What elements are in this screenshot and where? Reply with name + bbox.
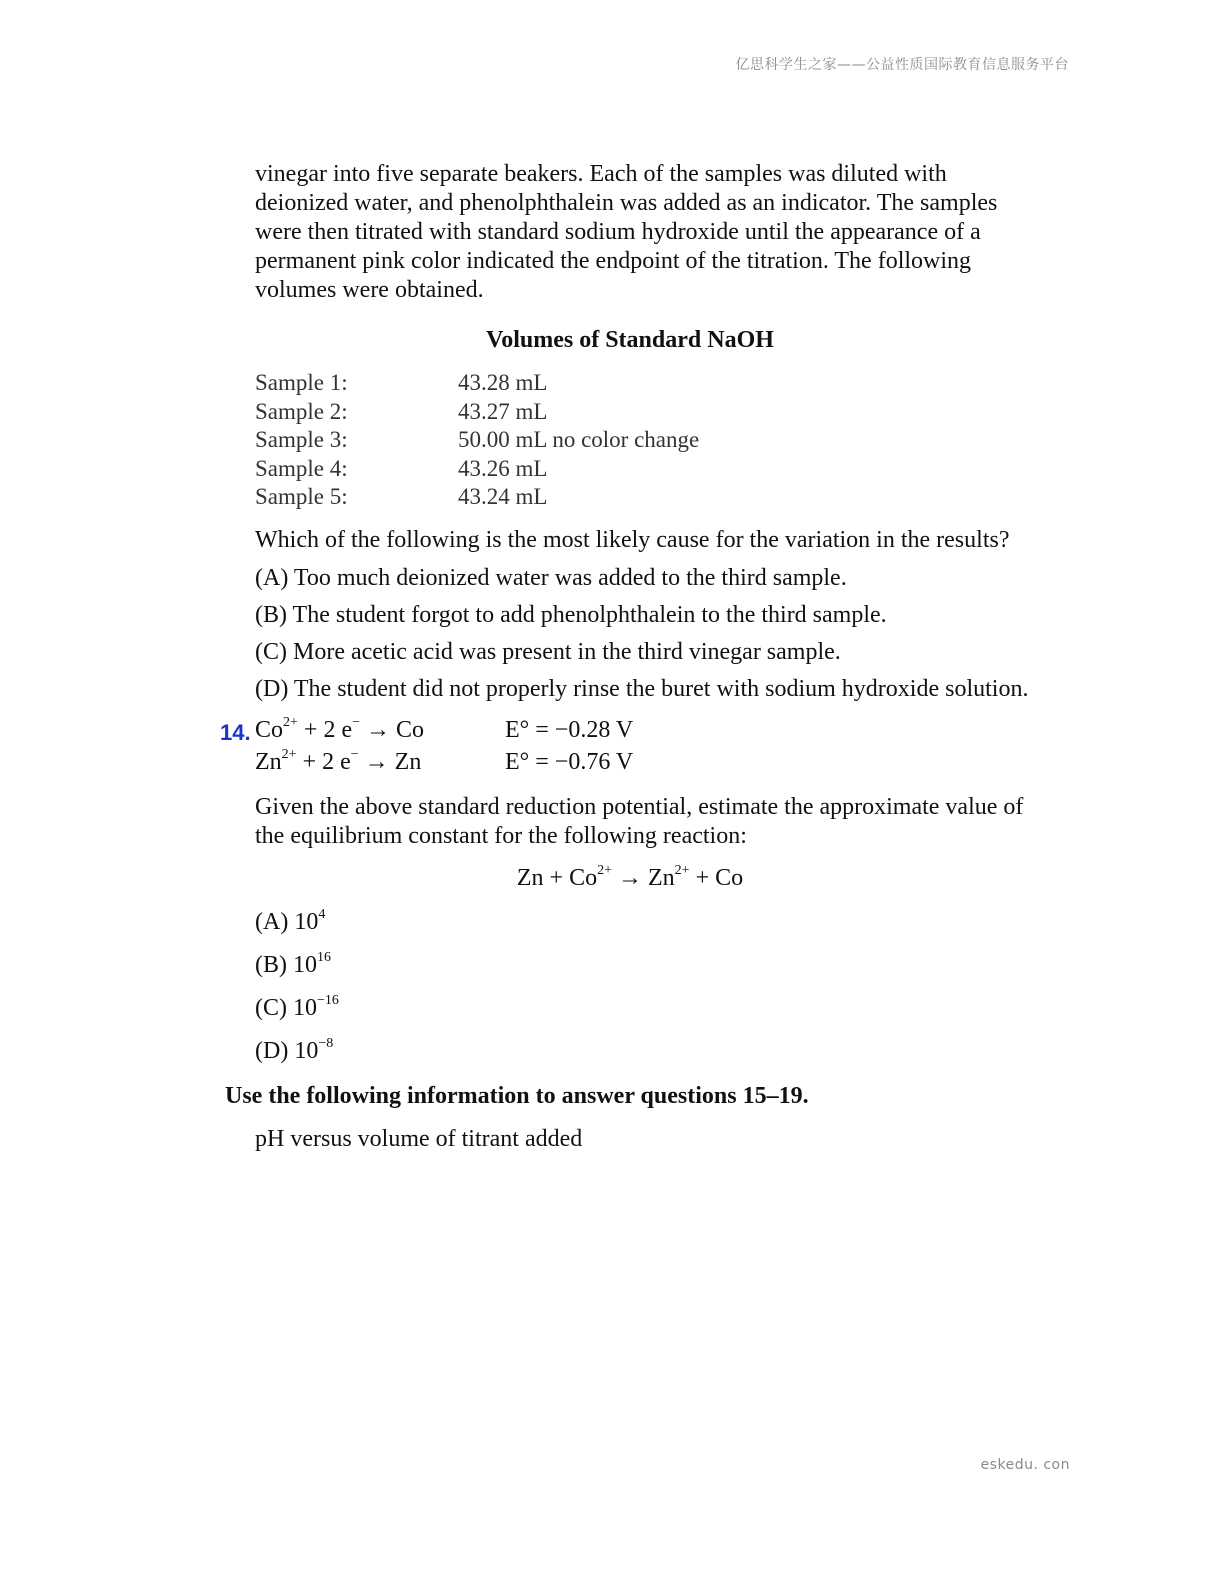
sample-label: Sample 5: [255,484,348,509]
table-row [255,369,1045,398]
half-reaction: $Zn^{2+} + 2$ e− → Zn [255,746,422,775]
option-d: (D) The student did not properly rinse the buret with sodium hydroxide solution. [255,675,1029,702]
sample-label: Sample 1: [255,370,348,395]
option-a: (A) $10^4$ [255,906,326,935]
section-instruction: Use the following information to answer questions 15–19. [225,1082,809,1109]
reduction-potential: E° = −0.28 V [505,716,634,743]
sample-label: Sample 4: [255,455,348,481]
sample-table [255,369,1045,512]
option-b: (B) The student forgot to add phenolphthalein to the third sample. [255,601,887,628]
sample-label: Sample 2: [255,398,348,424]
table-row [255,398,1045,427]
table-row [255,426,1045,455]
reduction-potential: E° = −0.76 V [505,748,634,775]
page-content [220,160,1045,1154]
option-b: (B) $10^{16}$ [255,949,331,978]
question-14-options [255,908,1045,1069]
reaction-equation: $Zn + Co^{2+} \to Zn^{2+} + Co$ [516,862,744,891]
table-title: Volumes of Standard NaOH [486,327,774,353]
question-14-prompt: Given the above standard reduction potential, estimate the approximate value of the equilibrium constant for the following reaction: [255,793,1024,849]
reduction-reaction [255,748,1045,780]
question-14 [220,714,1045,1069]
intro-paragraph: vinegar into five separate beakers. Each of the samples was diluted with deionized water, and phenolphthalein was added as an indicator. The samples were then titrated with standard sodium hydroxide until the appearance of a permanent pink color indicated the endpoint of the titration. The following volumes were obtained. [255,161,998,303]
option-a: (A) Too much deionized water was added to the third sample. [255,564,847,591]
option-d: (D) $10^{-8}$ [255,1035,334,1064]
sample-value: 43.27 mL [458,398,548,424]
question-13-options [255,564,1045,704]
option-c: (C) More acetic acid was present in the third vinegar sample. [255,638,841,665]
table-row [255,455,1045,484]
sample-value: 43.28 mL [458,370,548,395]
sample-value: 43.24 mL [458,484,548,509]
ph-caption: pH versus volume of titrant added [255,1125,583,1152]
question-13-prompt: Which of the following is the most likely cause for the variation in the results? [255,526,1010,553]
sample-value: 50.00 mL no color change [458,427,700,452]
half-reaction: $Co^{2+} + 2$ e− → Co [255,714,425,743]
table-row [255,483,1045,512]
question-number: 14. [220,719,251,745]
page-footer: eskedu. con [980,1457,1070,1473]
sample-label: Sample 3: [255,427,348,452]
sample-value: 43.26 mL [458,455,548,481]
reduction-reaction [255,716,1045,748]
page-header: 亿思科学生之家——公益性质国际教育信息服务平台 [735,57,1069,73]
option-c: (C) $10^{-16}$ [255,992,339,1021]
